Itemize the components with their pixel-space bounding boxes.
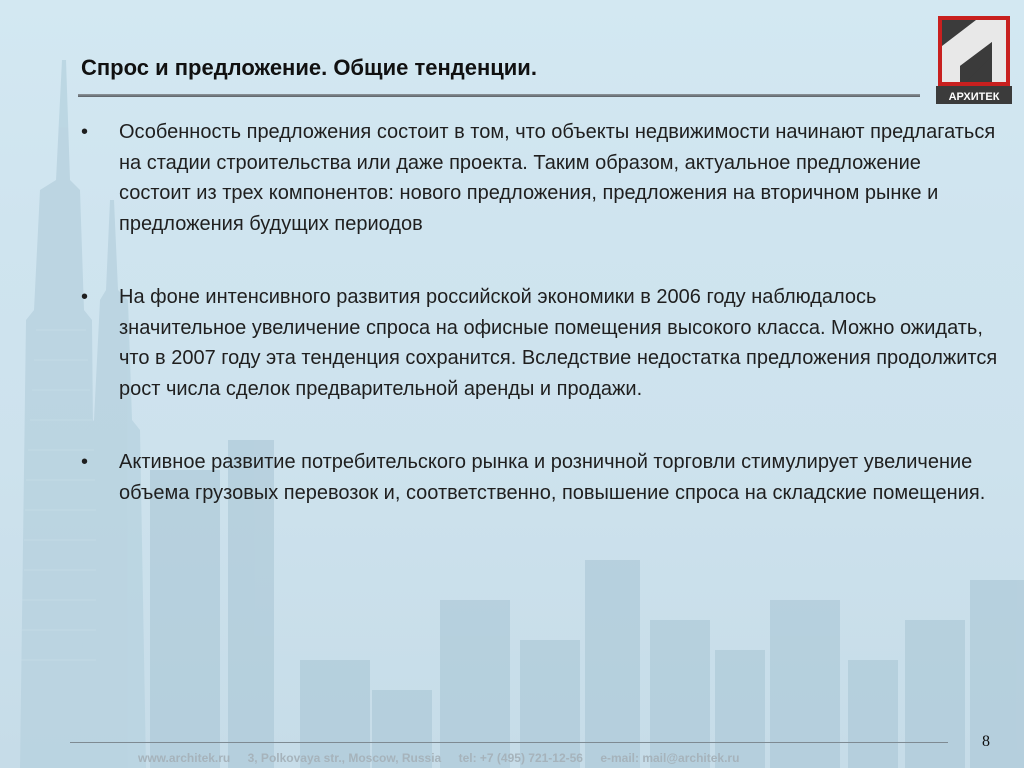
architek-logo [936,16,1012,104]
footer-phone: tel: +7 (495) 721-12-56 [458,751,583,765]
bullet-marker: • [81,286,89,308]
bullet-marker: • [81,451,89,473]
bullet-text: На фоне интенсивного развития российской экономики в 2006 году наблюдалось значительное увеличение спроса на офисные помещения высокого класса. Можно ожидать, что в 2007 году эта тенденция сохранится. Вследствие недостатка предложения продолжится рост числа сделок предварительной аренды и продажи. [119,286,998,400]
footer-divider [70,742,948,743]
logo-text: АРХИТЕК [948,91,1000,103]
bullet-item [78,117,998,239]
footer-email-link[interactable]: e-mail: mail@architek.ru [600,751,740,765]
footer-contacts [138,751,753,765]
footer-address: 3, Polkovaya str., Moscow, Russia [247,751,442,765]
bullet-marker: • [81,121,89,143]
title-underline [78,94,920,97]
footer-website-link[interactable]: www.architek.ru [138,751,231,765]
bullet-text: Активное развитие потребительского рынка и розничной торговли стимулирует увеличение объема грузовых перевозок и, соответственно, повышение спроса на складские помещения. [119,451,986,504]
bullet-item [78,282,998,404]
page-number: 8 [982,733,990,750]
bullet-list [78,117,998,508]
bullet-text: Особенность предложения состоит в том, что объекты недвижимости начинают предлагаться на стадии строительства или даже проекта. Таким образом, актуальное предложение состоит из трех компонентов: нового предложения, предложения на вторичном рынке и предложения будущих периодов [119,121,996,235]
slide-title: Спрос и предложение. Общие тенденции. [81,55,537,80]
bullet-item [78,447,998,508]
